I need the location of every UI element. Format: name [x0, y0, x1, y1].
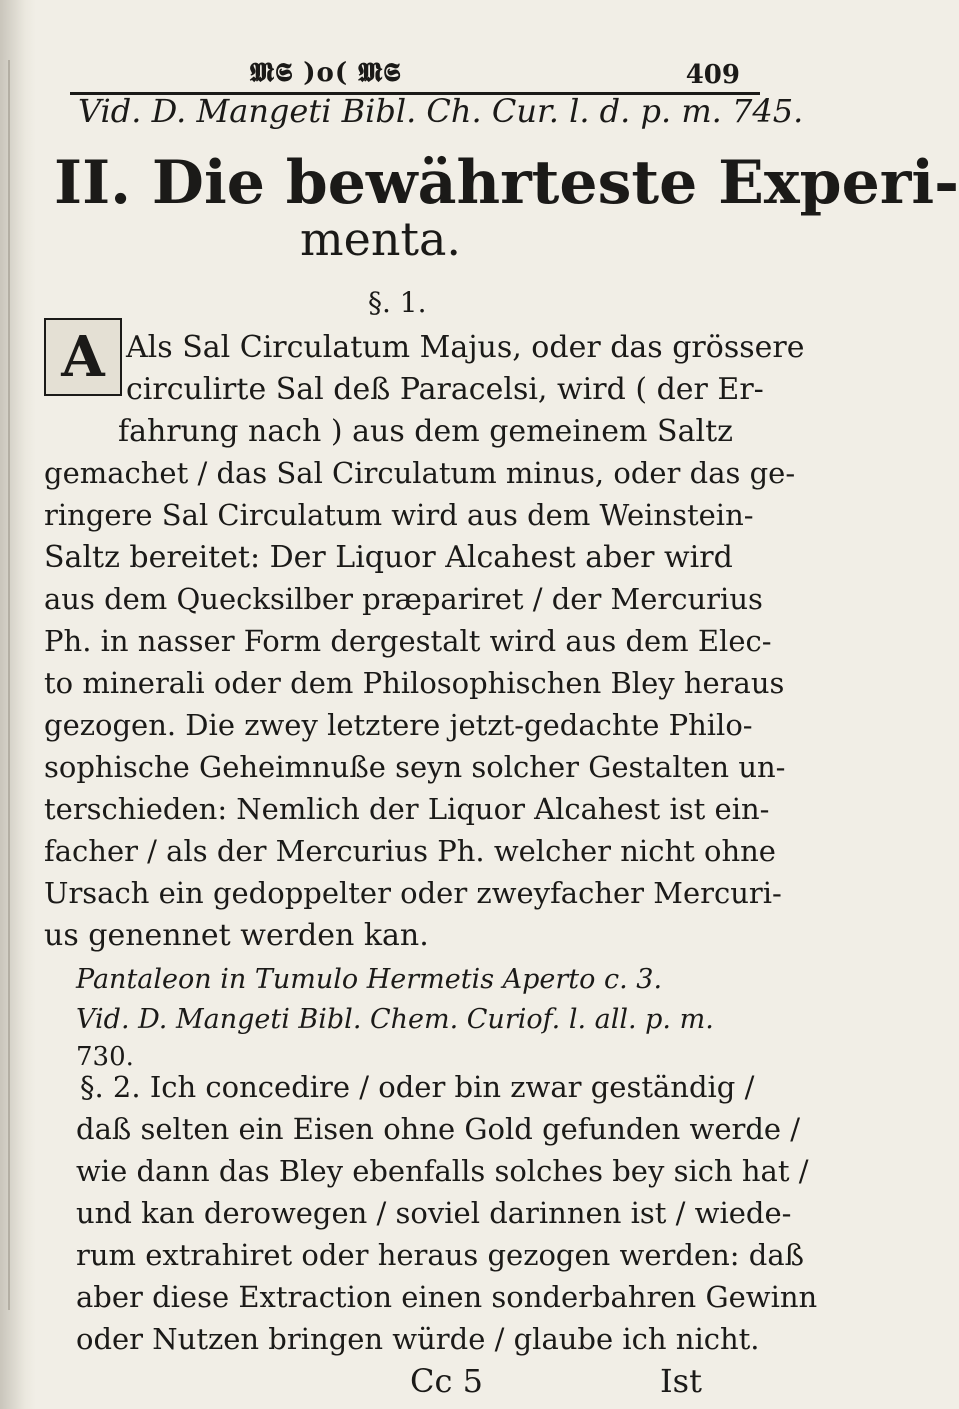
page-gutter-shadow — [0, 0, 36, 1409]
drop-cap: A — [44, 318, 122, 396]
page-edge — [8, 60, 10, 1310]
catchword: Ist — [660, 1362, 702, 1400]
text-line: facher / als der Mercurius Ph. welcher nicht ohne — [44, 834, 776, 868]
text-line: terschieden: Nemlich der Liquor Alcahest ist ein- — [44, 792, 770, 826]
header-ornament: 𝕸𝕾 )o( 𝕸𝕾 — [250, 58, 402, 88]
text-line: circulirte Sal deß Paracelsi, wird ( der Er- — [126, 372, 764, 407]
text-line: us genennet werden kan. — [44, 918, 429, 953]
text-line: Ph. in nasser Form dergestalt wird aus dem Elec- — [44, 624, 772, 658]
text-line: rum extrahiret oder heraus gezogen werden: daß — [76, 1238, 805, 1272]
text-line: to minerali oder dem Philosophischen Bley heraus — [44, 666, 785, 700]
text-line: Ursach ein gedoppelter oder zweyfacher Mercuri- — [44, 876, 782, 910]
text-line: Saltz bereitet: Der Liquor Alcahest aber wird — [44, 540, 733, 575]
text-line: ringere Sal Circulatum wird aus dem Weinstein- — [44, 498, 754, 532]
reference-pantaleon: Pantaleon in Tumulo Hermetis Aperto c. 3. — [76, 964, 663, 995]
text-line: gezogen. Die zwey letztere jetzt-gedachte Philo- — [44, 708, 753, 742]
chapter-heading-cont: menta. — [300, 212, 461, 266]
reference-top: Vid. D. Mangeti Bibl. Ch. Cur. l. d. p. m. 745. — [78, 92, 804, 130]
text-line: daß selten ein Eisen ohne Gold gefunden werde / — [76, 1112, 801, 1146]
reference-manget: Vid. D. Mangeti Bibl. Chem. Curiof. l. all. p. m. — [76, 1004, 714, 1035]
text-line: Als Sal Circulatum Majus, oder das grössere — [126, 330, 805, 365]
text-line: aber diese Extraction einen sonderbahren Gewinn — [76, 1280, 818, 1314]
text-line: gemachet / das Sal Circulatum minus, oder das ge- — [44, 456, 796, 490]
text-line: wie dann das Bley ebenfalls solches bey sich hat / — [76, 1154, 809, 1188]
page-number: 409 — [685, 60, 740, 90]
text-line: oder Nutzen bringen würde / glaube ich nicht. — [76, 1322, 760, 1356]
text-line: sophische Geheimnuße seyn solcher Gestalten un- — [44, 750, 786, 784]
running-header — [70, 52, 740, 92]
text-line: aus dem Quecksilber præpariret / der Mercurius — [44, 582, 763, 616]
reference-page: 730. — [76, 1042, 134, 1072]
section-number-1: §. 1. — [368, 286, 427, 319]
signature-mark: Cc 5 — [410, 1362, 483, 1400]
text-line: fahrung nach ) aus dem gemeinem Saltz — [118, 414, 733, 449]
text-line: §. 2. Ich concedire / oder bin zwar geständig / — [80, 1070, 755, 1104]
text-line: und kan derowegen / soviel darinnen ist / wiede- — [76, 1196, 792, 1230]
chapter-heading: II. Die bewährteste Experi- — [54, 148, 959, 218]
